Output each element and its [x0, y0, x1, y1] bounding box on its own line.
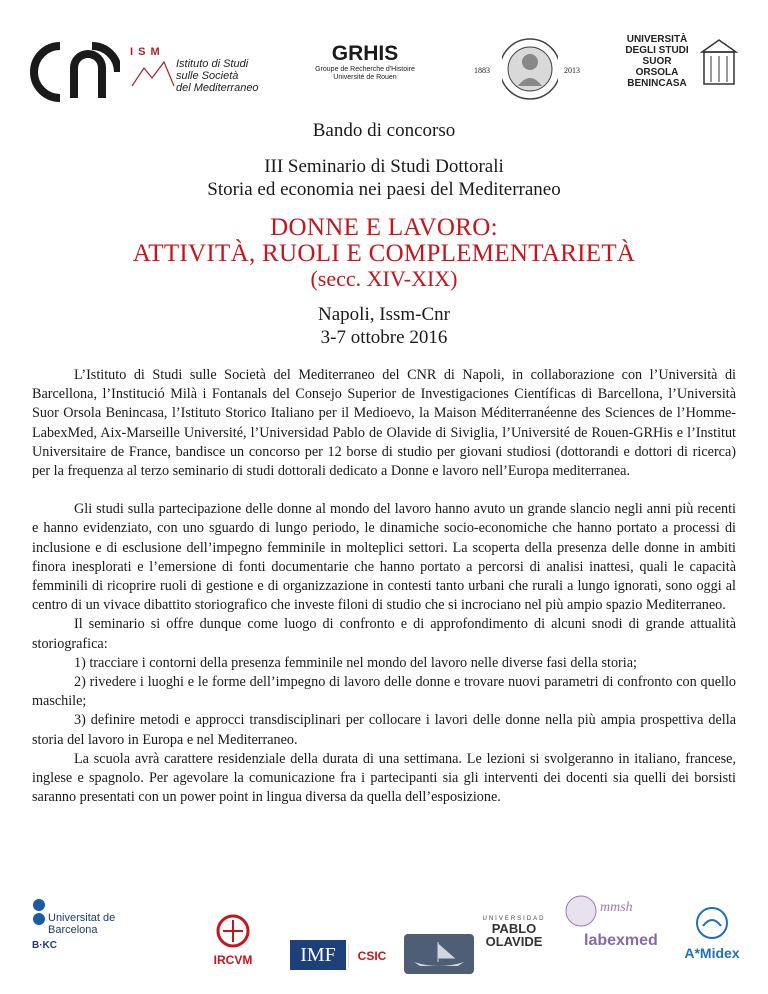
issm-logo	[130, 46, 280, 94]
unisob-logo	[620, 34, 740, 89]
bkc-name: B·KC	[32, 940, 57, 951]
grhis-logo	[310, 42, 420, 82]
seminar-title: III Seminario di Studi Dottorali	[264, 156, 504, 177]
issm-line-1: Istituto di Studi	[176, 58, 249, 70]
unisob-line-4: BENINCASA	[627, 78, 687, 89]
seal-year-left: 1883	[474, 66, 490, 75]
centuries-label: (secc. XIV-XIX)	[310, 266, 458, 291]
ub-name: Universitat de Barcelona	[48, 912, 116, 936]
issm-line-2: sulle Società	[176, 70, 239, 82]
amidex-emblem-icon	[695, 906, 729, 940]
event-place: Napoli, Issm-Cnr	[318, 304, 450, 325]
pablo-olavide-logo	[478, 916, 550, 948]
amidex-logo	[680, 906, 744, 961]
unisob-building-icon	[700, 38, 738, 88]
grhis-sub-1: Groupe de Recherche d'Histoire	[315, 66, 415, 73]
ship-emblem-icon	[404, 934, 474, 974]
call-title: Bando di concorso	[312, 120, 456, 141]
grhis-name: GRHIS	[331, 42, 399, 65]
seal-year-right: 2013	[564, 66, 580, 75]
mmsh-name: mmsh	[600, 900, 633, 915]
labexmed-name: labexmed	[584, 932, 658, 949]
csic-logo: CSIC	[348, 944, 395, 968]
grhis-sub-2: Université de Rouen	[333, 74, 397, 81]
goal-item-2: 2) rivedere i luoghi e le forme dell’impegno di lavoro delle donne e trovare nuovi parametri di confronto con quello maschile;	[32, 674, 736, 710]
anniversary-seal	[470, 34, 590, 106]
ircvm-logo	[200, 914, 266, 967]
ircvm-emblem-icon	[215, 914, 251, 948]
ircvm-name: IRCVM	[213, 953, 253, 967]
seminar-subtitle: Storia ed economia nei paesi del Mediterraneo	[207, 179, 561, 200]
cnr-logo	[30, 38, 120, 106]
partner-logos-top	[30, 30, 740, 110]
pablo-olavide-name-1: PABLO	[491, 921, 537, 936]
issm-mark: I S M	[130, 46, 161, 58]
mmsh-labexmed-logo	[564, 894, 674, 960]
event-dates: 3-7 ottobre 2016	[320, 327, 448, 348]
goal-item-3: 3) definire metodi e approcci transdisciplinari per collocare i lavori delle donne nella più ampia prospettiva della storia del lavoro in Europa e nel Mediterraneo.	[32, 712, 736, 748]
announcement-body	[32, 366, 736, 807]
theme-title-line-1: DONNE E LAVORO:	[270, 214, 498, 241]
unisob-line-3: SUOR ORSOLA	[635, 56, 679, 78]
pablo-olavide-label: UNIVERSIDAD	[482, 916, 546, 922]
unisob-line-1: UNIVERSITÀ	[626, 34, 688, 45]
paragraph-organization: La scuola avrà carattere residenziale della durata di una settimana. Le lezioni si svolgeranno in italiano, francese, inglese e spagnolo. Per agevolare la comunicazione fra i partecipanti sia gli interventi dei docenti sia quelli dei borsisti saranno presentati con un power point in lingua diversa da quella dell’esposizione.	[32, 750, 736, 806]
issm-line-3: del Mediterraneo	[176, 82, 259, 94]
paragraph-intro: L’Istituto di Studi sulle Società del Mediterraneo del CNR di Napoli, in collaborazione con l’Università di Barcellona, l’Institució Milà i Fontanals del Consejo Superior de Investigaciones Científicas di Barcellona, l’Università Suor Orsola Benincasa, l’Istituto Storico Italiano per il Medioevo, la Maison Méditerranéenne des Sciences de l’Homme-LabexMed, Aix-Marseille Université, l’Universidad Pablo de Olavide di Siviglia, l’Université de Rouen-GRHis e l’Institut Universitaire de France, bandisce un concorso per 12 borse di studio per giovani studiosi (dottorandi e dottori di ricerca) per la frequenza al terzo seminario di studi dottorali dedicato a Donne e lavoro nell’Europa mediterranea.	[32, 367, 736, 480]
ub-logo	[32, 898, 158, 951]
pablo-olavide-name-2: OLAVIDE	[485, 934, 543, 949]
paragraph-goals-intro: Il seminario si offre dunque come luogo di confronto e di approfondimento di alcuni snodi di grande attualità storiografica:	[32, 616, 736, 652]
seal-medallion-icon	[502, 34, 558, 104]
goal-item-1: 1) tracciare i contorni della presenza femminile nel mondo del lavoro nelle diverse fasi della storia;	[74, 654, 637, 671]
paragraph-context: Gli studi sulla partecipazione delle donne al mondo del lavoro hanno avuto un grande slancio negli anni più recenti e hanno evidenziato, con uno sguardo di lungo periodo, le dinamiche socio-economiche che hanno portato a processi di inclusione e di esclusione dell’impegno femminile in molteplici settori. La scoperta della presenza delle donne in ambiti finora inesplorati e l’emersione di fonti documentarie che hanno portato a percorsi di analisi inattesi, quali le capacità femminili di ricoprire ruoli di gestione e di organizzazione in contesti tanto urbani che rurali a lungo ignorati, sono oggi al centro di un vivace dibattito storiografico che investe filoni di studio che si incrociano nel più ampio spazio Mediterraneo.	[32, 501, 736, 614]
issm-graphic-icon	[130, 58, 176, 88]
unisob-line-2: DEGLI STUDI	[625, 45, 689, 56]
partner-logos-bottom	[32, 890, 740, 970]
amidex-name: A*Midex	[684, 945, 740, 961]
imf-logo: IMF	[290, 940, 346, 970]
theme-title-line-2: ATTIVITÀ, RUOLI E COMPLEMENTARIETÀ	[132, 240, 636, 267]
ub-mark-icon	[32, 898, 46, 926]
mmsh-emblem-icon	[564, 894, 598, 928]
